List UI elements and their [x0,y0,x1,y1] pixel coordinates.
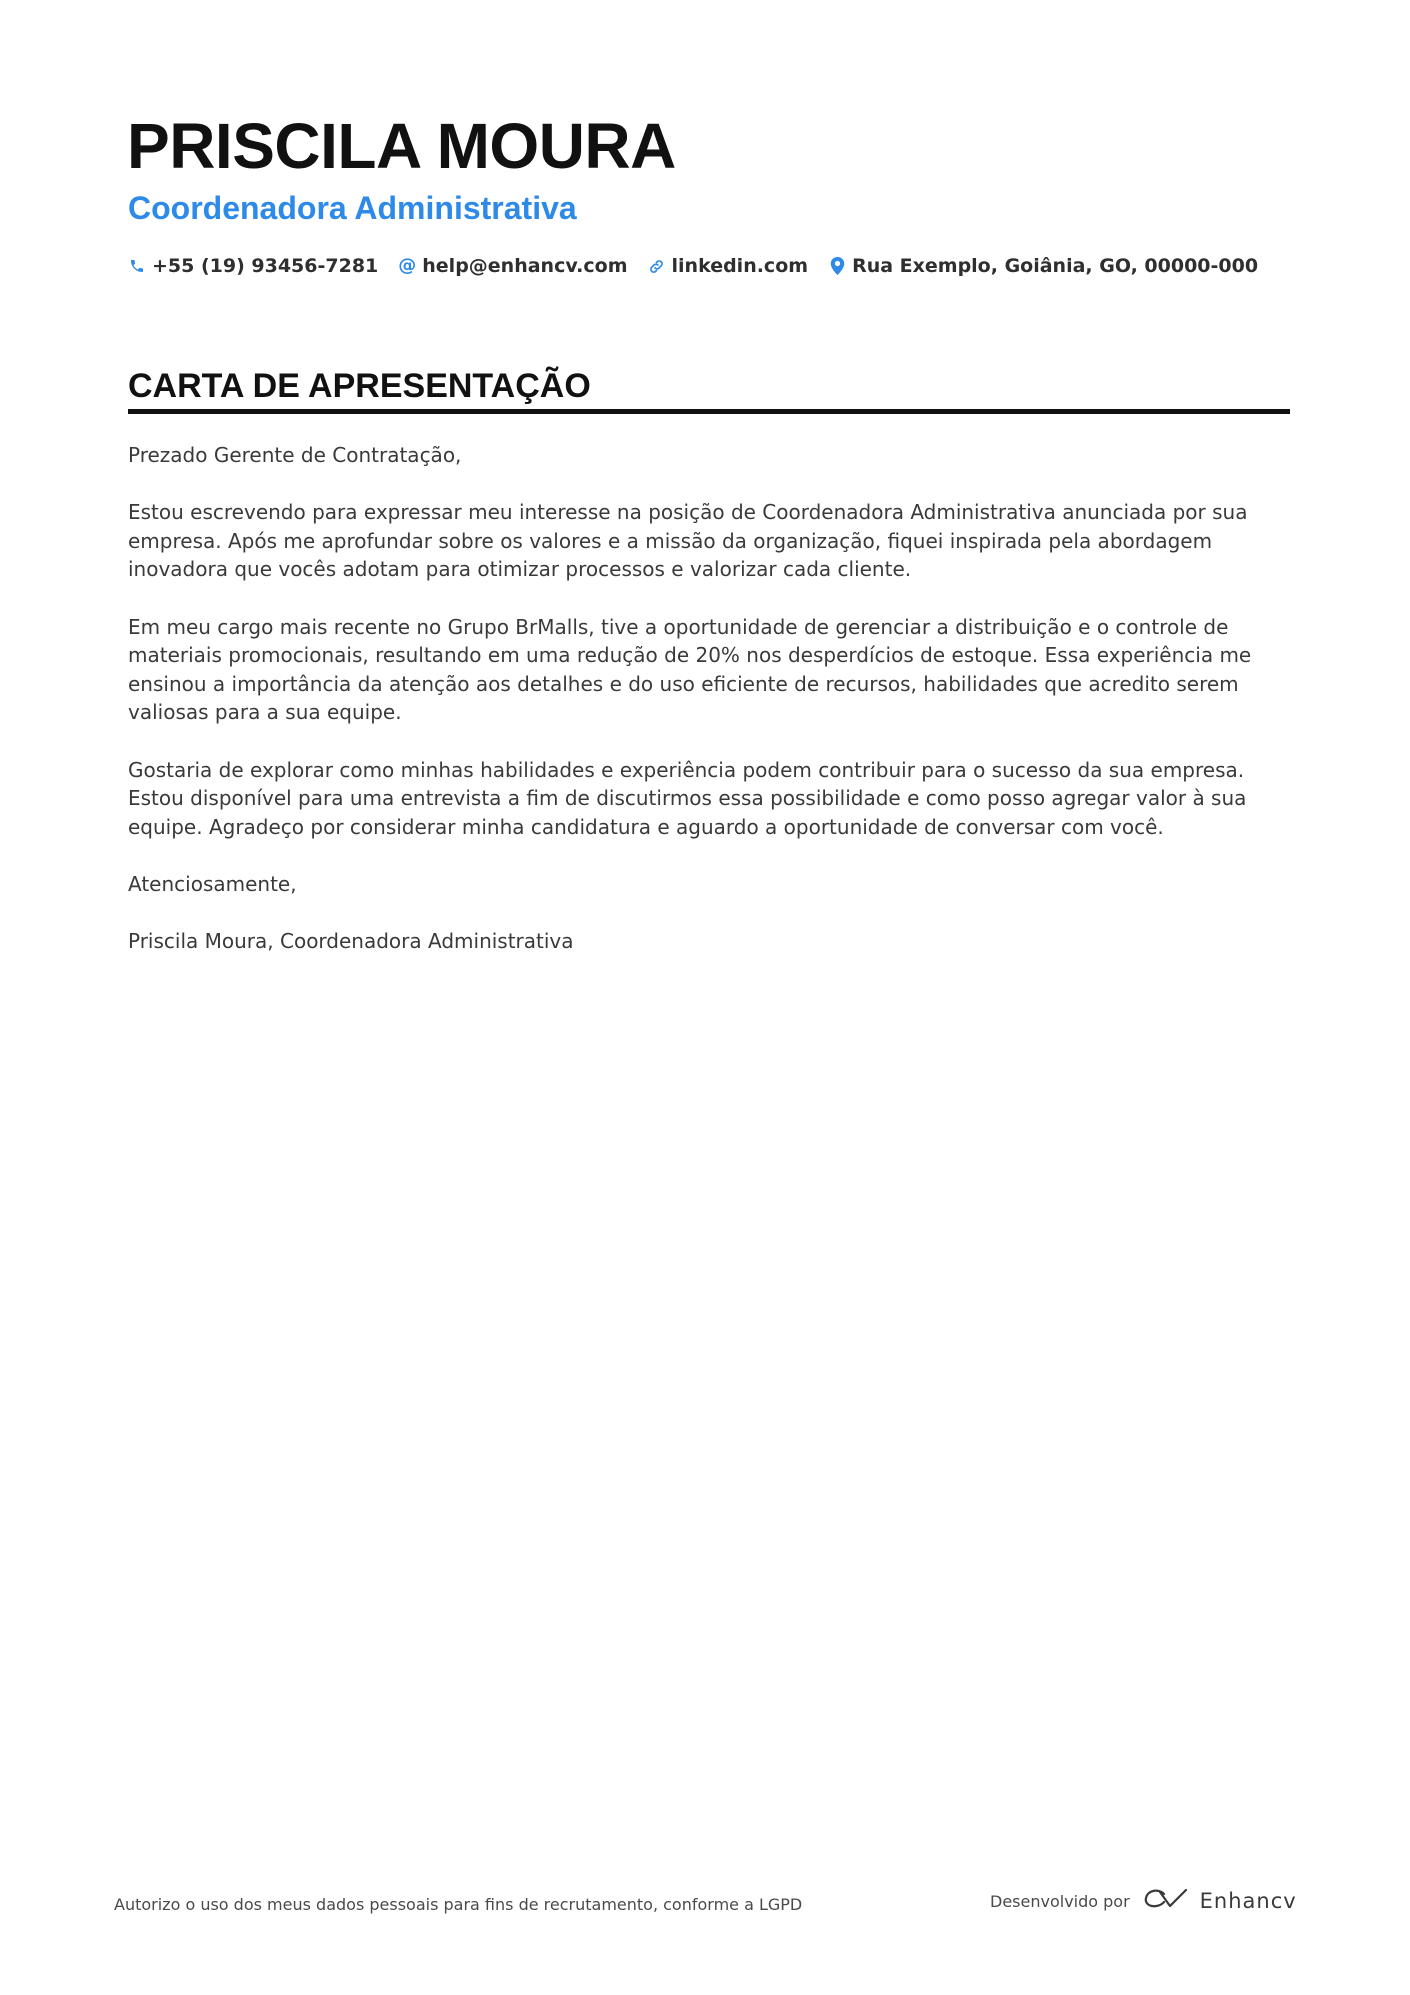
letter-signature: Priscila Moura, Coordenadora Administrativa [128,929,574,954]
linkedin-link: linkedin.com [671,255,809,277]
letter-body [128,441,1298,984]
email-address: help@enhancv.com [422,255,628,277]
candidate-name: PRISCILA MOURA [127,110,676,182]
section-title: CARTA DE APRESENTAÇÃO [128,367,591,405]
letter-closing: Atenciosamente, [128,871,297,896]
location-pin-icon [828,257,846,275]
contact-address [828,252,1258,280]
section-divider [128,409,1290,414]
contact-email[interactable] [398,252,627,280]
letter-paragraph: Estou escrevendo para expressar meu interesse na posição de Coordenadora Administrativa anunciada por sua empresa. Após me aprofundar sobre os valores e a missão da organização, fiquei inspirada pela abordagem inovadora que vocês adotam para otimizar processos e valorizar cada cliente. [128,500,1248,582]
letter-paragraph: Gostaria de explorar como minhas habilidades e experiência podem contribuir para o sucesso da sua empresa. Estou disponível para uma entrevista a fim de discutirmos essa possibilidade e como posso agregar valor à sua equipe. Agradeço por considerar minha candidatura e aguardo a oportunidade de conversar com você. [128,757,1247,839]
letter-paragraph: Em meu cargo mais recente no Grupo BrMalls, tive a oportunidade de gerenciar a distribuição e o controle de materiais promocionais, resultando em uma redução de 20% nos desperdícios de estoque. Essa experiência me ensinou a importância da atenção aos detalhes e do uso eficiente de recursos, habilidades que acredito serem valiosas para a sua equipe. [128,614,1252,725]
enhancv-logo-icon [1142,1886,1190,1916]
link-icon [648,257,666,275]
contact-linkedin[interactable] [648,252,809,280]
contact-bar [128,252,1278,280]
phone-number: +55 (19) 93456-7281 [152,255,379,277]
powered-by-label: Desenvolvido por [990,1891,1130,1911]
phone-icon [128,257,146,275]
powered-by [990,1886,1297,1916]
job-title: Coordenadora Administrativa [128,190,577,226]
brand-name[interactable]: Enhancv [1199,1889,1297,1913]
letter-greeting: Prezado Gerente de Contratação, [128,443,462,467]
address-text: Rua Exemplo, Goiânia, GO, 00000-000 [852,255,1259,277]
consent-note: Autorizo o uso dos meus dados pessoais para fins de recrutamento, conforme a LGPD [114,1895,803,1914]
contact-phone[interactable] [128,252,378,280]
at-icon: @ [398,255,417,276]
